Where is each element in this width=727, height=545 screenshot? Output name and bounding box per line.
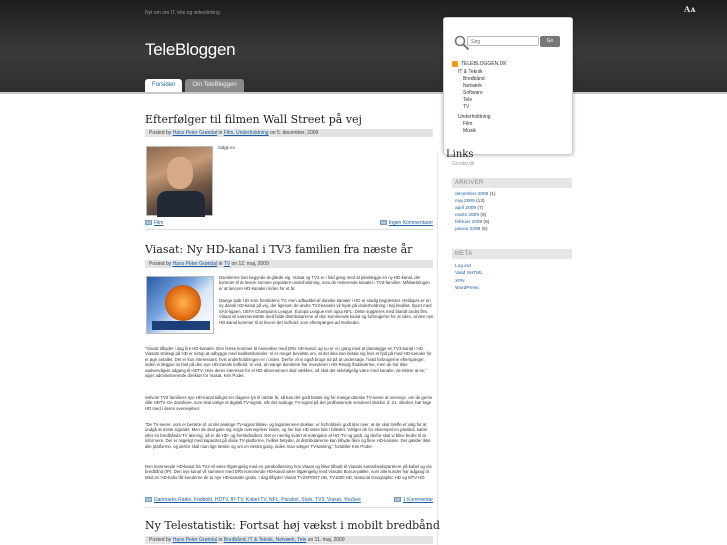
archive-label[interactable]: marts 2009 — [455, 213, 479, 218]
category-item[interactable]: Underholdning — [458, 114, 491, 120]
post-paragraph: "De TV-seere, som er berørte af, at det analoge TV-signal tilslav- og tagantennen slukker, er forholdsvis godt klar over, at de skal træffe et valg for at undgå at miste signalet. Men de skal gøre sig nogle overvejelser inden, og her bør HD være tide i billedet. Vælger de for eksempel en parabol, kabel eller en bredbånds-TV løsning, så er de HD- og fremtidssikret. Det er nemlig svært at mængden af HD-TV og godt, og derfor skal vi blive bedre til at informere. Der er røgeligt med kapacitet på disse TV-platforme, hvilket betyder, at distributørerne kan tilbyde flere og flere HD-kanaler. Det gælder ikke alle platforme, og derfor skal man lige tænke og om en ekstra gang, inden man vælger TV-løsning," fortæller Kim Poder. — [145, 422, 431, 449]
archive-count: (5) — [480, 213, 487, 218]
nav-tabs — [145, 79, 244, 92]
links-widget-title: Links — [446, 149, 474, 160]
post-footer — [145, 220, 433, 226]
tab-om-telebloggen[interactable]: Om TeleBloggen — [185, 79, 243, 92]
archive-widget-title: ARKIVER — [452, 178, 572, 188]
tab-forsiden[interactable]: Forsiden — [145, 79, 182, 92]
archive-count: (5) — [481, 227, 488, 232]
category-links[interactable]: TV — [223, 261, 231, 267]
tag-links[interactable]: Danmarks Radio, Fodbold, HDTV, IP-TV, Kabel-TV, NFL, Parabol, Sluts, TV3, Viasat, YouSee — [154, 497, 361, 503]
post-meta — [145, 536, 433, 544]
archive-item[interactable] — [455, 192, 496, 197]
post-footer — [145, 497, 433, 503]
category-item[interactable]: Software — [463, 90, 483, 96]
archive-label[interactable]: maj 2009 — [455, 199, 475, 204]
category-item[interactable]: Bredbånd — [463, 76, 485, 82]
meta-login-link[interactable]: Log ind — [455, 264, 471, 269]
meta-prefix: Posted by — [149, 537, 172, 543]
post-meta — [145, 260, 433, 268]
post-separator — [145, 507, 433, 508]
sidebar-box — [443, 17, 573, 155]
comments-count[interactable]: 1 Kommentar — [402, 497, 433, 503]
meta-prefix: Posted by — [149, 130, 172, 136]
archive-item[interactable] — [455, 206, 483, 211]
archive-label[interactable]: april 2009 — [455, 206, 477, 211]
post-title[interactable]: Viasat: Ny HD-kanal i TV3 familien fra næste år — [145, 243, 413, 256]
archive-count: (6) — [483, 220, 490, 225]
comments-count[interactable]: Ingen Kommentarer — [388, 220, 433, 226]
tag-icon — [145, 497, 152, 502]
category-item[interactable]: TV — [463, 104, 470, 110]
meta-date: on 12. maj, 2009 — [231, 261, 269, 267]
post-paragraph: "Viasat tilbyder i dag fire HD-kanaler. Den femte kommer til november med DRs HD-kanal, og nu er vi i gang med at planlægge en TV3-kanal i HD. Viasats strategi på HD er netop at udbygge med kvalitetskanaler. Vi er meget bevidste om, at det ikke kan betale sig hvis et fyld på med HD-kanaler for et øge antallet. Det er kun interessant, hvis underholdningen er i orden. Derfor vil vi også bruge tid på at undersøge, hvad forbrugerne efterspørger, inden vi lægger os fast på den nye HD-kanals indhold. Vi ved, at mange danskere har investeret i HD-Ready fladskærme, men de har ikke nødvendigvis adgang til HDTV. Hvis deres interesse for et HD-abonnement skal vækkes, så skal det selvfølgelig være med kanaler, de elsker at se," siger administrerende direktør for Viasat, Kim Poder. — [145, 346, 432, 379]
category-links[interactable]: Film, Underholdning — [223, 130, 269, 136]
post-paragraph: Den kommende HD-kanal fra TV3 vil være tilgængelig med en parabolløsning hos Viasat og blive tilbudt til Viasats samarbejdspartnere på kabel og via bredbånd (IP). Den nye kanal vil sammen med DRs kommende HD-kanal være tilgængelig med Viasats Bonus-pakke, som alle kunder har adgang til. Med en HD-boks får kunderne de to nye HD-kanaler gratis. I dag tilbyder Viasat TV2SPORT HD, TV1000 HD, National Geographic HD og MTV HD. — [145, 464, 432, 480]
category-links[interactable]: Bredbånd, IT & Teknik, Netværk, Tele — [223, 537, 307, 543]
category-item[interactable]: Netværk — [463, 83, 482, 89]
meta-xfn-link[interactable]: XFN — [455, 279, 465, 284]
meta-date: on 5. december, 2009 — [269, 130, 319, 136]
archive-label[interactable]: december 2009 — [455, 192, 489, 197]
meta-widget-title: META — [452, 249, 572, 259]
tag-icon — [145, 220, 152, 225]
column-divider — [437, 150, 438, 545]
comment-icon — [394, 497, 401, 502]
archive-count: (7) — [477, 206, 484, 211]
meta-in: in — [218, 261, 223, 267]
archive-label[interactable]: januar 2009 — [455, 227, 481, 232]
post-title[interactable]: Ny Telestatistik: Fortsat høj vækst i mobilt bredbånd — [145, 519, 440, 532]
meta-prefix: Posted by — [149, 261, 172, 267]
meta-date: on 11. maj, 2009 — [307, 537, 345, 543]
post-meta — [145, 129, 433, 137]
post-title[interactable]: Efterfølger til filmen Wall Street på vej — [145, 113, 362, 126]
category-item[interactable]: IT & Teknik — [458, 69, 483, 75]
comments-link[interactable] — [380, 220, 433, 226]
post-excerpt: Sidge en — [218, 145, 235, 150]
comments-link[interactable] — [394, 497, 433, 503]
post-image-portrait — [146, 146, 213, 216]
post-image-hd-logo — [146, 276, 214, 334]
category-root[interactable] — [452, 61, 507, 67]
category-root-label: TELEBLOGGEN.DK — [461, 61, 507, 67]
site-header — [0, 0, 727, 92]
post-paragraph: Selvom TV3 familiens nye HD-kanal tidligst ser dagens lys til næste år, så kan det godt betale sig for mange danske TV-seere at overveje, om de gerne ville HDTV. De danskere, som skal vælge et digitalt TV-signal, når det analoge TV-signal på det jordbaserede sendenet slukker d. 31. oktober, bør tage HD med i deres overvejelser. — [145, 395, 433, 411]
search-button[interactable]: Go — [540, 36, 560, 47]
archive-label[interactable]: februar 2009 — [455, 220, 483, 225]
category-item[interactable]: Film — [463, 121, 473, 127]
category-item[interactable]: Musik — [463, 128, 477, 134]
archive-item[interactable] — [455, 227, 488, 232]
search-input[interactable] — [467, 36, 539, 46]
meta-in: in — [218, 130, 223, 136]
archive-item[interactable] — [455, 199, 485, 204]
post-separator — [145, 229, 433, 230]
font-size-toggle[interactable]: Aᴀ — [684, 4, 696, 14]
links-item[interactable]: Grosby.dk — [452, 161, 475, 167]
archive-count: (13) — [476, 199, 485, 204]
author-link[interactable]: Hans Peter Grøndal — [172, 261, 218, 267]
tag-links[interactable]: Film — [154, 220, 164, 226]
comment-icon — [380, 220, 387, 225]
site-title[interactable]: TeleBloggen — [145, 40, 236, 59]
rss-icon — [452, 61, 458, 67]
category-item[interactable]: Tele — [463, 97, 473, 103]
post-paragraph: Danskerne kan begynde at glæde sig. Viasat og TV3 er i fuld gang med at planlægge en ny HD-kanal, der kommer til at levere somme populære underholdning, som de resterende kanaler i TV3-familien. Målsætningen er at lancere HD-kanalen inden for et år. — [219, 275, 430, 291]
archive-item[interactable] — [455, 220, 489, 225]
meta-xhtml-link[interactable]: Valid XHTML — [455, 271, 483, 276]
archive-count: (1) — [489, 192, 496, 197]
meta-wordpress-link[interactable]: WordPress — [455, 286, 479, 291]
archive-item[interactable] — [455, 213, 486, 218]
author-link[interactable]: Hans Peter Grøndal — [172, 130, 218, 136]
header-divider — [0, 92, 727, 94]
post-paragraph: Mange spår HD som fremtidens TV, men udbuddet af danske kanaler i HD er stadig begrænset. Heldigvis er en ny dansk HD-kanal på vej, der ligesom de andre TV3-kanaler vil byde på underholdning i høj kvalitet. Sport med SAS-ligaen, UEFA Champions League, Europa League mm ogsa NFL. Dette suppleres med blandt andet film. Viasat vil sammensætte med bilde distributørerne af den kommende kanal og forbrugerne for at sikre, at den nye HD-kanal kommer til at levere det indhold, som efterspørges ad markedet. — [219, 298, 434, 325]
site-tagline: Nyt om om IT, tele og videolinking — [145, 10, 220, 16]
author-link[interactable]: Hans Peter Grøndal — [172, 537, 218, 543]
meta-in: in — [218, 537, 223, 543]
